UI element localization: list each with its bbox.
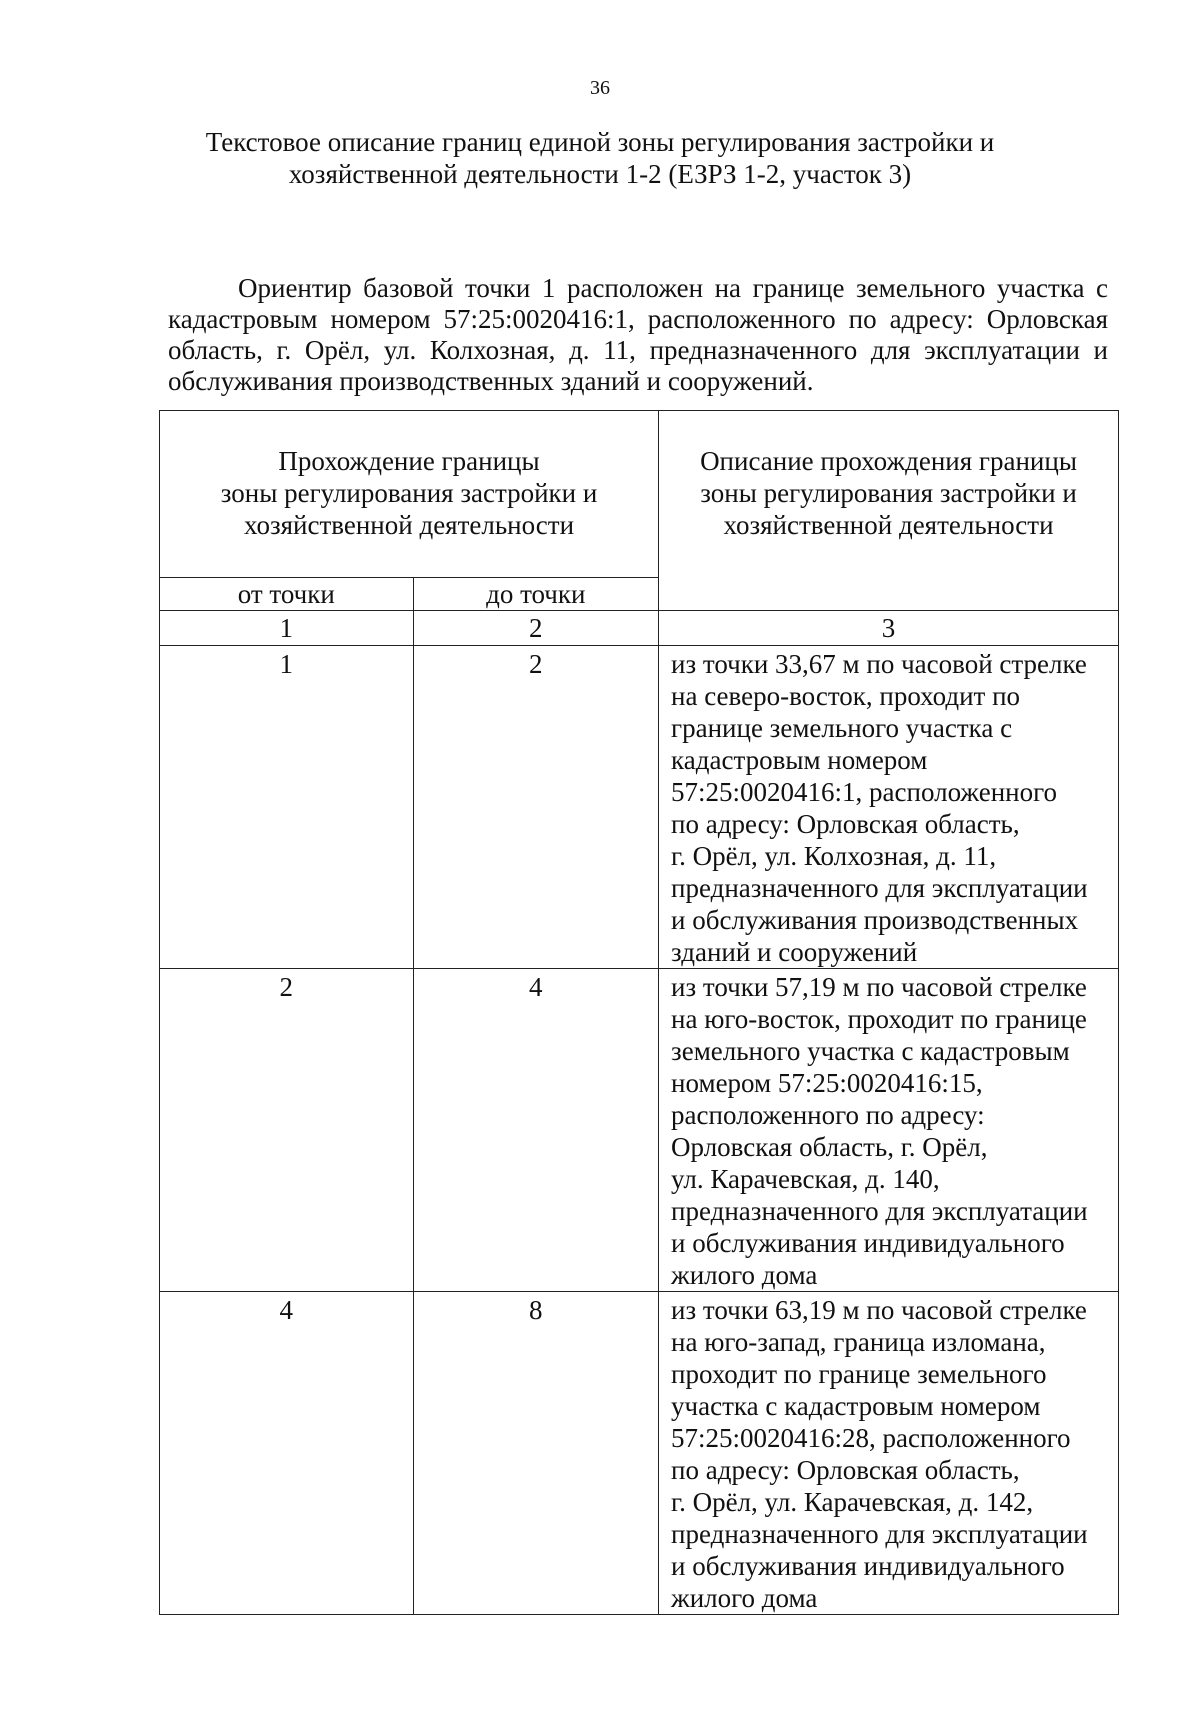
to-point-cell: 4	[413, 969, 659, 1292]
document-title	[150, 126, 1050, 190]
subheader-to-point: до точки	[413, 578, 659, 611]
description-line: и обслуживания индивидуального	[671, 1228, 1065, 1258]
description-line: кадастровым номером	[671, 745, 928, 775]
description-line: расположенного по адресу:	[671, 1100, 985, 1130]
table-row	[160, 646, 1119, 969]
description-line: границе земельного участка с	[671, 713, 1013, 743]
table-header-row	[160, 411, 1119, 578]
description-line: номером 57:25:0020416:15,	[671, 1068, 983, 1098]
description-line: ул. Карачевская, д. 140,	[671, 1164, 940, 1194]
description-line: 57:25:0020416:28, расположенного	[671, 1423, 1071, 1453]
description-line: из точки 57,19 м по часовой стрелке	[671, 972, 1087, 1002]
header-description-cell	[659, 411, 1119, 611]
intro-paragraph: Ориентир базовой точки 1 расположен на границе земельного участка с кадастровым номером 57:25:0020416:1, расположенного по адресу: Орловская область, г. Орёл, ул. Колхозная, д. 11, предназначенного для эксплуатации и обслуживания производственных зданий и сооружений.	[168, 273, 1108, 396]
description-line: участка с кадастровым номером	[671, 1391, 1041, 1421]
description-line: на юго-запад, граница изломана,	[671, 1327, 1046, 1357]
header-passage-line: хозяйственной деятельности	[244, 510, 575, 540]
description-cell	[659, 646, 1119, 969]
description-line: предназначенного для эксплуатации	[671, 1196, 1088, 1226]
description-line: по адресу: Орловская область,	[671, 809, 1020, 839]
boundary-table	[159, 410, 1119, 1615]
column-number: 2	[413, 611, 659, 646]
header-passage-line: Прохождение границы	[278, 446, 540, 476]
title-line-2: хозяйственной деятельности 1-2 (ЕЗРЗ 1-2, участок 3)	[288, 159, 912, 189]
from-point-cell: 1	[160, 646, 414, 969]
description-line: из точки 63,19 м по часовой стрелке	[671, 1295, 1087, 1325]
description-line: из точки 33,67 м по часовой стрелке	[671, 649, 1087, 679]
description-line: по адресу: Орловская область,	[671, 1455, 1020, 1485]
to-point-cell: 2	[413, 646, 659, 969]
description-line: Орловская область, г. Орёл,	[671, 1132, 988, 1162]
header-description-line: Описание прохождения границы	[700, 446, 1077, 476]
description-line: земельного участка с кадастровым	[671, 1036, 1070, 1066]
column-number-row	[160, 611, 1119, 646]
description-line: предназначенного для эксплуатации	[671, 1519, 1088, 1549]
header-description-line: зоны регулирования застройки и	[700, 478, 1077, 508]
description-line: г. Орёл, ул. Колхозная, д. 11,	[671, 841, 997, 871]
page-number: 36	[590, 77, 610, 99]
header-passage-line: зоны регулирования застройки и	[220, 478, 598, 508]
description-line: предназначенного для эксплуатации	[671, 873, 1088, 903]
from-point-cell: 4	[160, 1292, 414, 1615]
subheader-from-point: от точки	[160, 578, 414, 611]
description-line: и обслуживания индивидуального	[671, 1551, 1065, 1581]
description-line: зданий и сооружений	[671, 937, 918, 967]
description-cell	[659, 1292, 1119, 1615]
description-line: г. Орёл, ул. Карачевская, д. 142,	[671, 1487, 1034, 1517]
description-line: жилого дома	[671, 1260, 818, 1290]
description-line: жилого дома	[671, 1583, 818, 1613]
title-line-1: Текстовое описание границ единой зоны регулирования застройки и	[205, 127, 995, 157]
column-number: 3	[659, 611, 1119, 646]
header-description-line: хозяйственной деятельности	[723, 510, 1054, 540]
description-line: на северо-восток, проходит по	[671, 681, 1021, 711]
description-line: 57:25:0020416:1, расположенного	[671, 777, 1057, 807]
from-point-cell: 2	[160, 969, 414, 1292]
description-line: проходит по границе земельного	[671, 1359, 1047, 1389]
description-cell	[659, 969, 1119, 1292]
table-row	[160, 1292, 1119, 1615]
column-number: 1	[160, 611, 414, 646]
description-line: на юго-восток, проходит по границе	[671, 1004, 1087, 1034]
to-point-cell: 8	[413, 1292, 659, 1615]
description-line: и обслуживания производственных	[671, 905, 1079, 935]
table-row	[160, 969, 1119, 1292]
header-passage-cell	[160, 411, 659, 578]
